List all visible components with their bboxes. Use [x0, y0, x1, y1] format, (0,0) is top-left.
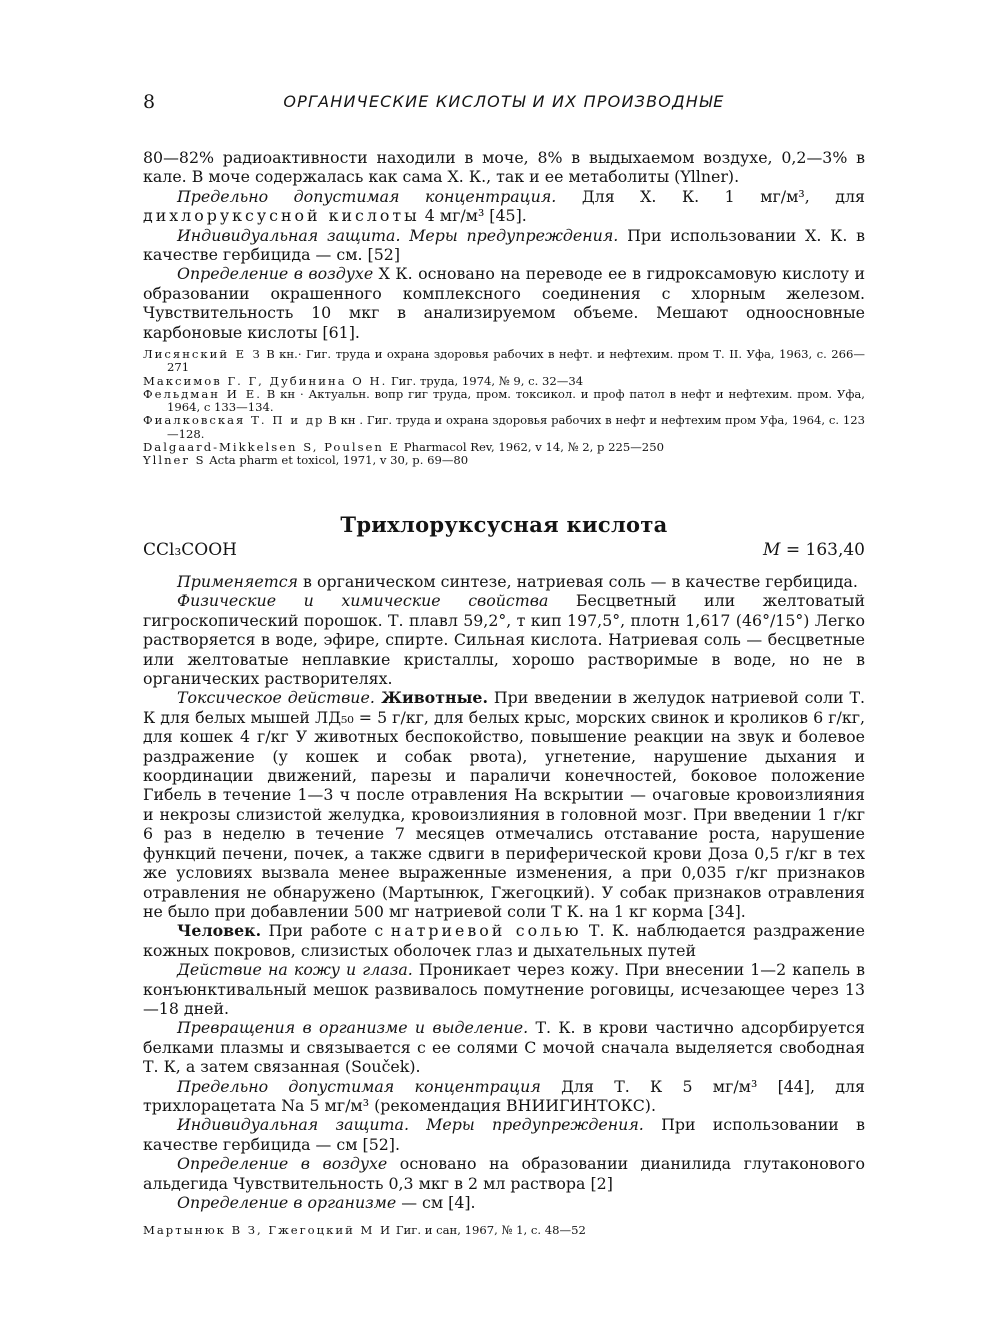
molar-mass-label: M [763, 540, 781, 560]
body-determination-label: Определение в организме [177, 1193, 397, 1212]
reference-item [143, 375, 865, 388]
molar-mass [763, 540, 865, 560]
metabolism-text: Т. К. в крови частично адсорбируется белками плазмы и связывается с ее солями С мочой сначала выделяется свободная Т. К, а затем связанная (Souček). [143, 1018, 865, 1077]
section-heading [143, 512, 865, 562]
toxicity-text: При введении в желудок натриевой соли Т. К для белых мышей ЛД₅₀ = 5 г/кг, для белых крыс, морских свинок и кроликов 6 г/кг, для кошек 4 г/кг У животных беспокойство, повышение реакции на звук и болевое раздражение (у кошек и собак рвота), угнетение, нарушение дыхания и координации движений, парезы и параличи конечностей, боковое положение Гибель в течение 1—3 ч после отравления На вскрытии — очаговые кровоизлияния и некрозы слизистой желудка, кровоизлияния в головной мозг. При введении 1 г/кг 6 раз в неделю в течение 7 месяцев отмечались отставание роста, нарушение функций печени, почек, а также сдвиги в периферической крови Доза 0,5 г/кг в тех же условиях вызвала менее выраженные изменения, а при 0,035 г/кг признаков отравления не обнаружено (Мартынюк, Гжегоцкий). У собак признаков отравления не было при добавлении 500 мг натриевой соли Т К. на 1 кг корма [34]. [143, 688, 866, 921]
mac-text-end: 4 мг/м³ [45]. [419, 206, 527, 226]
reference-text: Pharmacol Rev, 1962, v 14, № 2, p 225—250 [400, 440, 664, 455]
pdk-paragraph [143, 1077, 865, 1116]
reference-author: Фиалковская Т. П и др [143, 413, 325, 428]
references-bottom [143, 1224, 865, 1237]
reference-author: Максимов Г. Г, Дубинина О Н. [143, 373, 388, 388]
metabolism-paragraph [143, 1018, 865, 1076]
individual-protection-paragraph [143, 1115, 865, 1154]
air-determination-label: Определение в воздухе [177, 1154, 388, 1174]
pdk-text: Для Т. К 5 мг/м³ [44], для трихлорацетата Na 5 мг/м³ (рекомендация ВНИИГИНТОКС). [143, 1076, 866, 1115]
sodium-salt-name: натриевой солью [390, 921, 582, 941]
air-detection-text: Х К. основано на переводе ее в гидроксамовую кислоту и образовании окрашенного комплексного соединения с хлорным железом. Чувствительность 10 мкг в анализируемом объеме. Мешают одноосновные карбоновые кислоты [61]. [143, 264, 865, 342]
continued-section [143, 148, 865, 342]
human-paragraph [143, 921, 865, 960]
application-text: в органическом синтезе, натриевая соль — в качестве гербицида. [298, 572, 858, 591]
reference-text: Гиг. труда, 1974, № 9, с. 32—34 [387, 373, 584, 388]
reference-item [143, 1224, 865, 1237]
air-detection-paragraph [143, 264, 865, 342]
human-text-end: Т. К. наблюдается раздражение кожных покровов, слизистых оболочек глаз и дыхательных путей [143, 921, 865, 960]
main-section [143, 572, 865, 1212]
dichloroacetic-acid-name: дихлоруксусной кислоты [143, 206, 420, 226]
animals-label: Животные. [374, 688, 488, 708]
body-determination-text: — см [4]. [396, 1193, 476, 1212]
human-label: Человек. [177, 921, 262, 941]
skin-eyes-label: Действие на кожу и глаза. [177, 960, 413, 980]
reference-text: В кн · Актуальн. вопр гиг труда, пром. токсикол. и проф патол в нефт и нефтехим. пром. Уфа, 1964, с 133—134. [167, 386, 865, 415]
molar-mass-value: = 163,40 [780, 540, 865, 560]
reference-item [143, 414, 865, 441]
reference-item [143, 348, 865, 375]
continued-paragraph: 80—82% радиоактивности находили в моче, 8% в выдыхаемом воздухе, 0,2—3% в кале. В моче содержалась как сама Х. К., так и ее метаболиты (Yllner). [143, 148, 865, 187]
reference-text: В кн.· Гиг. труда и охрана здоровья рабочих в нефт. и нефтехим. пром Т. II. Уфа, 1963, с. 266—271 [167, 347, 865, 375]
skin-eyes-paragraph [143, 960, 865, 1018]
human-text: При работе с [261, 921, 391, 941]
properties-label: Физические и химические свойства [177, 591, 549, 611]
reference-author: Yllner S [143, 453, 206, 468]
reference-author: Мартынюк В З, Гжегоцкий М И [143, 1223, 393, 1237]
toxicity-label: Токсическое действие. [177, 688, 375, 708]
protection-paragraph [143, 226, 865, 265]
reference-text: В кн . Гиг. труда и охрана здоровья рабочих в нефт и нефтехим пром Уфа, 1964, с. 123—128. [167, 413, 865, 441]
protection-text: При использовании Х. К. в качестве гербицида — см. [52] [143, 225, 865, 265]
pdk-label: Предельно допустимая концентрация [177, 1076, 541, 1096]
reference-item [143, 441, 865, 454]
reference-author: Лисянский Е З [143, 347, 262, 361]
reference-author: Фельдман И Е. [143, 386, 262, 401]
metabolism-label: Превращения в организме и выделение. [177, 1018, 529, 1038]
chemical-formula: CCl₃COOH [143, 540, 237, 560]
reference-author: Dalgaard-Mikkelsen S, Poulsen E [143, 440, 401, 455]
section-title: Трихлоруксусная кислота [340, 512, 668, 537]
reference-item [143, 388, 865, 415]
references-top [143, 348, 865, 468]
application-paragraph [143, 572, 865, 591]
reference-text: Acta pharm et toxicol, 1971, v 30, p. 69—80 [205, 453, 469, 468]
body-determination-paragraph [143, 1193, 865, 1212]
protection-label: Индивидуальная защита. Меры предупреждения. [177, 225, 619, 245]
mac-text: Для Х. К. 1 мг/м³, для [556, 186, 865, 206]
air-determination-text: основано на образовании дианилида глутаконового альдегида Чувствительность 0,3 мкг в 2 мл раствора [2] [143, 1154, 865, 1193]
running-title: ОРГАНИЧЕСКИЕ КИСЛОТЫ И ИХ ПРОИЗВОДНЫЕ [283, 92, 725, 111]
air-determination-paragraph [143, 1154, 865, 1193]
properties-text: Бесцветный или желтоватый гигроскопический порошок. Т. плавл 59,2°, т кип 197,5°, плотн 1,617 (46°/15°) Легко растворяется в воде, эфире, спирте. Сильная кислота. Натриевая соль — бесцветные или желтоватые неплавкие кристаллы, хорошо растворимые в воде, но не в органических растворителях. [143, 591, 865, 689]
mac-paragraph [143, 187, 865, 226]
reference-item [143, 454, 865, 467]
mac-label: Предельно допустимая концентрация. [177, 186, 557, 206]
page-header [143, 91, 865, 117]
air-detection-label: Определение в воздухе [177, 264, 374, 284]
skin-eyes-text: Проникает через кожу. При внесении 1—2 капель в конъюнктивальный мешок развивалось помутнение роговицы, исчезающее через 13—18 дней. [143, 960, 865, 1018]
application-label: Применяется [177, 572, 299, 591]
page-number: 8 [143, 91, 156, 113]
toxicity-paragraph [143, 688, 865, 921]
reference-text: Гиг. и сан, 1967, № 1, с. 48—52 [392, 1223, 586, 1237]
individual-protection-text: При использовании в качестве гербицида — см [52]. [143, 1115, 865, 1154]
individual-protection-label: Индивидуальная защита. Меры предупреждения. [177, 1115, 644, 1135]
properties-paragraph [143, 591, 865, 688]
